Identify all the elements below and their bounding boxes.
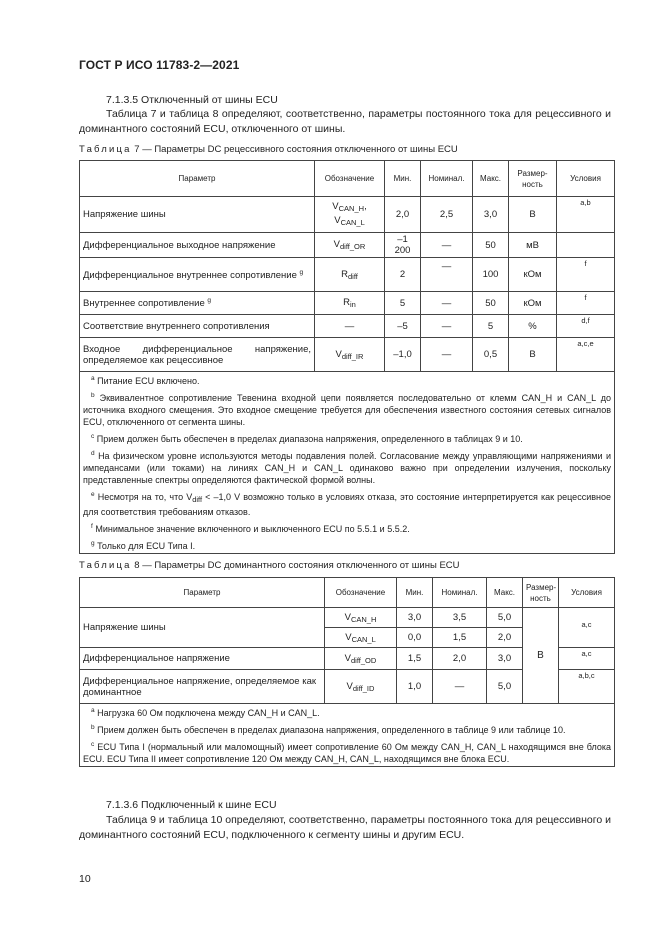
symbol-main: V: [346, 680, 353, 692]
min-cell: 2: [385, 258, 421, 292]
table8-header: Макс.: [487, 578, 523, 608]
footnote: [83, 739, 611, 765]
param-cell: Дифференциальное напряжение, определяемое как доминантное: [80, 670, 325, 704]
footnote-mark: b: [91, 724, 95, 731]
footnote: [83, 431, 611, 445]
table7: [79, 160, 615, 554]
table8-notes-row: [80, 704, 615, 767]
symbol-main: V: [335, 348, 342, 360]
symbol-sub: in: [350, 300, 356, 309]
nom-cell: —: [421, 292, 473, 315]
footnote-mark: g: [91, 540, 95, 547]
table8-caption: [79, 560, 460, 571]
cond-cell: [557, 233, 615, 258]
unit-cell: В: [509, 197, 557, 233]
param-cell: Напряжение шины: [80, 197, 315, 233]
section-heading-7-1-3-5: 7.1.3.5 Отключенный от шины ECU: [106, 94, 278, 106]
footnote-text: Прием должен быть обеспечен в пределах диапазона напряжения, определенного в таблицах 9 и 10.: [96, 434, 523, 444]
symbol-main: R: [343, 297, 351, 308]
table8-caption-prefix: Таблица: [79, 560, 132, 571]
footnote-text: Питание ECU включено.: [97, 376, 200, 386]
unit-cell: кОм: [509, 292, 557, 315]
table-row: [80, 233, 615, 258]
footnote: [83, 538, 611, 552]
symbol-main: R: [341, 268, 348, 280]
symbol-main: V: [345, 631, 352, 643]
nom-cell: 1,5: [433, 628, 487, 648]
unit-cell: мВ: [509, 233, 557, 258]
symbol-main: V: [344, 611, 351, 623]
symbol-sub: CAN_H: [338, 203, 365, 213]
footnote-sub: diff: [192, 495, 203, 504]
table-row: [80, 258, 615, 292]
min-cell: 3,0: [397, 608, 433, 628]
nom-cell: —: [433, 670, 487, 704]
footnote: [83, 722, 611, 736]
table7-notes: [80, 372, 615, 554]
table-row: [80, 338, 615, 372]
symbol-cell: [325, 648, 397, 670]
footnote-text: Несмотря на то, что V: [97, 492, 193, 502]
symbol-sub: diff_IR: [341, 351, 364, 361]
table-row: [80, 608, 615, 628]
min-cell: –1,0: [385, 338, 421, 372]
table8-header: Размер-ность: [523, 578, 559, 608]
param-cell: Напряжение шины: [80, 608, 325, 648]
footnote-text: < –1,0 V возможно только в условиях отказа, это состояние интерпретируется как рецессивное для соответствия требованиям отказов.: [83, 492, 611, 517]
table8-header: Параметр: [80, 578, 325, 608]
symbol-cell: [315, 197, 385, 233]
table8-header: Номинал.: [433, 578, 487, 608]
unit-cell: кОм: [509, 258, 557, 292]
footnote-text: Прием должен быть обеспечен в пределах диапазона напряжения, определенного в таблице 9 или таблице 10.: [97, 725, 566, 735]
param-sup: g: [207, 297, 212, 304]
table8: [79, 577, 615, 767]
table8-caption-text: 8 — Параметры DC доминантного состояния отключенного от шины ECU: [134, 560, 460, 571]
section-heading-7-1-3-6: 7.1.3.6 Подключенный к шине ECU: [106, 799, 277, 811]
unit-cell: %: [509, 315, 557, 338]
footnote-mark: a: [91, 707, 95, 714]
min-cell: 0,0: [397, 628, 433, 648]
nom-cell: —: [421, 338, 473, 372]
table-row: [80, 292, 615, 315]
footnote-text: ECU Типа I (нормальный или маломощный) имеет сопротивление 60 Ом между CAN_H, CAN_L находящимся вне блока ECU. ECU Типа II имеет сопротивление 120 Ом между CAN_H, CAN_L, находящимся вне блока ECU.: [83, 742, 611, 764]
cond-cell: f: [557, 292, 615, 315]
table8-header: Условия: [559, 578, 615, 608]
max-cell: 2,0: [487, 628, 523, 648]
min-cell: 1,5: [397, 648, 433, 670]
symbol-sub: diff_ID: [352, 683, 375, 693]
footnote-text: Только для ECU Типа I.: [97, 541, 196, 551]
param-cell: Соответствие внутреннего сопротивления: [80, 315, 315, 338]
footnote-text: Минимальное значение включенного и выключенного ECU по 5.5.1 и 5.5.2.: [95, 524, 410, 534]
min-cell: –1 200: [385, 233, 421, 258]
symbol-main: V: [344, 652, 352, 664]
symbol-main: V: [332, 200, 339, 212]
max-cell: 3,0: [473, 197, 509, 233]
table7-caption-prefix: Таблица: [79, 144, 132, 155]
param-text: Внутреннее сопротивление: [83, 298, 205, 309]
symbol-cell: [325, 670, 397, 704]
footnote-mark: e: [91, 491, 95, 498]
cond-cell: a,c,e: [557, 338, 615, 372]
symbol-main: V: [333, 239, 341, 250]
cond-cell: a,b,c: [559, 670, 615, 704]
footnote: [83, 390, 611, 428]
footnote-mark: b: [91, 392, 95, 399]
symbol-cell: [325, 608, 397, 628]
symbol-sub: diff_OD: [351, 655, 377, 665]
nom-cell: 2,0: [433, 648, 487, 670]
table7-header: Условия: [557, 161, 615, 197]
symbol-sub: CAN_L: [340, 217, 365, 227]
table7-header: Параметр: [80, 161, 315, 197]
symbol-cell: [315, 338, 385, 372]
footnote-mark: c: [91, 433, 95, 440]
table7-header: Макс.: [473, 161, 509, 197]
table7-header: Размер-ность: [509, 161, 557, 197]
footnote-text: На физическом уровне используются методы подавления полей. Согласование между управляющими напряжениями и импедансами (или токами) на линиях CAN_H и CAN_L одинаково важно при определении излучения, поскольку представленные спектры определяются фактической формой волны.: [83, 451, 611, 485]
cond-cell: a,c: [559, 648, 615, 670]
max-cell: 5,0: [487, 608, 523, 628]
footnote: [83, 489, 611, 518]
footnote-mark: a: [91, 375, 95, 382]
max-cell: 0,5: [473, 338, 509, 372]
symbol-sep: ,: [364, 200, 367, 212]
symbol-cell: [315, 258, 385, 292]
max-cell: 5,0: [487, 670, 523, 704]
cond-cell: d,f: [557, 315, 615, 338]
symbol-main: V: [334, 214, 341, 226]
symbol-sub: CAN_L: [351, 634, 376, 644]
symbol-sub: CAN_H: [350, 614, 377, 624]
symbol-sub: diff_OR: [340, 242, 366, 251]
nom-cell: 3,5: [433, 608, 487, 628]
footnote: [83, 521, 611, 535]
param-cell: Дифференциальное напряжение: [80, 648, 325, 670]
max-cell: 50: [473, 233, 509, 258]
param-cell: [80, 258, 315, 292]
footnote-mark: d: [91, 450, 95, 457]
symbol-cell: —: [315, 315, 385, 338]
max-cell: 3,0: [487, 648, 523, 670]
footnote-mark: c: [91, 741, 95, 748]
symbol-cell: [315, 292, 385, 315]
footnote-mark: f: [91, 523, 93, 530]
table7-notes-row: [80, 372, 615, 554]
nom-cell: —: [421, 258, 473, 292]
param-cell: [80, 292, 315, 315]
footnote-text: Нагрузка 60 Ом подключена между CAN_H и CAN_L.: [97, 708, 320, 718]
document-header: ГОСТ Р ИСО 11783-2—2021: [79, 58, 240, 72]
cond-cell: f: [557, 258, 615, 292]
table8-notes: [80, 704, 615, 767]
footnote-text: Эквивалентное сопротивление Тевенина входной цепи появляется последовательно от клемм CAN_H и CAN_L до источника входного смещения. Это входное смещение требуется для обеспечения известного состояния сетевых сигналов ECU, отключенного от сегмента шины.: [83, 393, 611, 427]
nom-cell: —: [421, 315, 473, 338]
table7-caption-text: 7 — Параметры DC рецессивного состояния отключенного от шины ECU: [134, 144, 458, 155]
param-sup: g: [299, 268, 304, 276]
min-cell: 1,0: [397, 670, 433, 704]
min-cell: –5: [385, 315, 421, 338]
page-number: 10: [79, 873, 91, 885]
unit-cell: В: [509, 338, 557, 372]
cond-cell: a,c: [559, 608, 615, 648]
table8-header: Обозначение: [325, 578, 397, 608]
param-cell: Входное дифференциальное напряжение, определяемое как рецессивное: [80, 338, 315, 372]
min-cell: 2,0: [385, 197, 421, 233]
section-text-7-1-3-6: Таблица 9 и таблица 10 определяют, соответственно, параметры постоянного тока для рецессивного и доминантного состояний ECU, подключенного к сегменту шины и другим ECU.: [79, 814, 611, 841]
table7-header: Номинал.: [421, 161, 473, 197]
cond-cell: a,b: [557, 197, 615, 233]
table7-header: Мин.: [385, 161, 421, 197]
nom-cell: 2,5: [421, 197, 473, 233]
symbol-sub: diff: [348, 271, 358, 281]
table7-caption: [79, 144, 458, 155]
min-cell: 5: [385, 292, 421, 315]
table-row: [80, 315, 615, 338]
footnote: [83, 448, 611, 486]
nom-cell: —: [421, 233, 473, 258]
table8-header: Мин.: [397, 578, 433, 608]
max-cell: 100: [473, 258, 509, 292]
unit-cell-merged: В: [523, 608, 559, 704]
max-cell: 5: [473, 315, 509, 338]
symbol-cell: [315, 233, 385, 258]
param-cell: Дифференциальное выходное напряжение: [80, 233, 315, 258]
param-text: Дифференциальное внутреннее сопротивление: [83, 269, 297, 281]
footnote: [83, 373, 611, 387]
footnote: [83, 705, 611, 719]
section-text-7-1-3-5: Таблица 7 и таблица 8 определяют, соответственно, параметры постоянного тока для рецессивного и доминантного состояний ECU, отключенного от шины.: [79, 108, 611, 135]
table-row: [80, 197, 615, 233]
max-cell: 50: [473, 292, 509, 315]
table7-header: Обозначение: [315, 161, 385, 197]
symbol-cell: [325, 628, 397, 648]
